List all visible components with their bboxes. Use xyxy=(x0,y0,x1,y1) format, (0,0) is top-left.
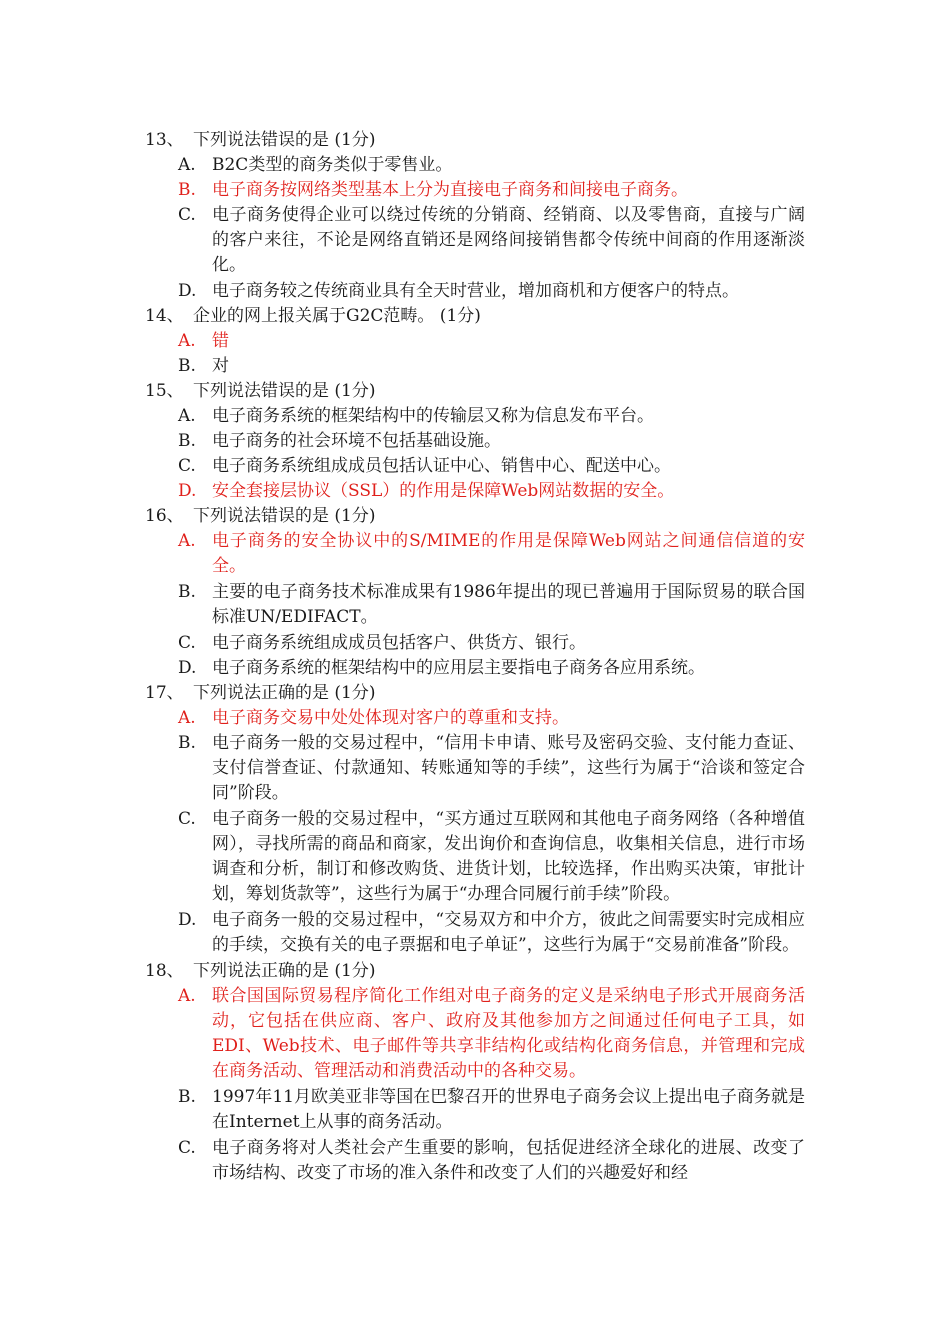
option-text: 联合国国际贸易程序简化工作组对电子商务的定义是采纳电子形式开展商务活动，它包括在供应商、客户、政府及其他参加方之间通过任何电子工具，如EDI、Web技术、电子邮件等共享非结构化或结构化商务信息，并管理和完成在商务活动、管理活动和消费活动中的各种交易。 xyxy=(212,986,805,1081)
option-letter: A. xyxy=(178,406,196,426)
question-number: 17、 xyxy=(145,683,184,703)
option-text: 电子商务使得企业可以绕过传统的分销商、经销商、以及零售商，直接与广阔的客户来往，不论是网络直销还是网络间接销售都令传统中间商的作用逐渐淡化。 xyxy=(212,205,805,275)
option-item-correct xyxy=(0,329,805,354)
option-letter: B. xyxy=(178,431,196,451)
option-letter: C. xyxy=(178,809,196,829)
option-text: 1997年11月欧美亚非等国在巴黎召开的世界电子商务会议上提出电子商务就是在Internet上从事的商务活动。 xyxy=(212,1087,805,1132)
option-item xyxy=(0,807,805,907)
option-text: 电子商务将对人类社会产生重要的影响，包括促进经济全球化的进展、改变了市场结构、改变了市场的准入条件和改变了人们的兴趣爱好和经 xyxy=(212,1138,805,1183)
option-letter: A. xyxy=(178,708,196,728)
option-letter: A. xyxy=(178,986,196,1006)
question-number: 18、 xyxy=(145,961,184,981)
option-item xyxy=(0,404,805,429)
option-item xyxy=(0,580,805,630)
option-text: 电子商务系统组成成员包括客户、供货方、银行。 xyxy=(212,633,586,653)
option-letter: C. xyxy=(178,456,196,476)
question-number: 13、 xyxy=(145,130,184,150)
option-letter: B. xyxy=(178,180,196,200)
option-letter: D. xyxy=(178,281,197,301)
option-letter: D. xyxy=(178,658,197,678)
option-letter: B. xyxy=(178,733,196,753)
question-text: 下列说法正确的是 (1分) xyxy=(193,961,376,981)
option-text: 电子商务一般的交易过程中，“信用卡申请、账号及密码交验、支付能力查证、支付信誉查证、付款通知、转账通知等的手续”，这些行为属于“洽谈和签定合同”阶段。 xyxy=(212,733,805,803)
question-text: 下列说法错误的是 (1分) xyxy=(193,381,376,401)
option-letter: C. xyxy=(178,205,196,225)
option-item xyxy=(0,203,805,278)
option-text: 电子商务系统的框架结构中的应用层主要指电子商务各应用系统。 xyxy=(212,658,705,678)
option-letter: C. xyxy=(178,1138,196,1158)
question-text: 企业的网上报关属于G2C范畴。 (1分) xyxy=(193,306,481,326)
option-letter: B. xyxy=(178,582,196,602)
question-stem xyxy=(0,128,950,153)
question-number: 15、 xyxy=(145,381,184,401)
question-text: 下列说法正确的是 (1分) xyxy=(193,683,376,703)
question-number: 14、 xyxy=(145,306,184,326)
option-item xyxy=(0,153,805,178)
option-item xyxy=(0,1085,805,1135)
option-item xyxy=(0,279,805,304)
option-item xyxy=(0,631,805,656)
option-text: B2C类型的商务类似于零售业。 xyxy=(212,155,453,175)
option-text: 电子商务一般的交易过程中，“买方通过互联网和其他电子商务网络（各种增值网），寻找所需的商品和商家，发出询价和查询信息，收集相关信息，进行市场调查和分析，制订和修改购货、进货计划，比较选择，作出购买决策，审批计划，筹划货款等”，这些行为属于“办理合同履行前手续”阶段。 xyxy=(212,809,805,904)
option-item-correct xyxy=(0,479,805,504)
option-item xyxy=(0,454,805,479)
option-letter: D. xyxy=(178,481,197,501)
option-item-correct xyxy=(0,529,805,579)
question-stem xyxy=(0,379,950,404)
option-letter: A. xyxy=(178,531,196,551)
option-text: 电子商务较之传统商业具有全天时营业，增加商机和方便客户的特点。 xyxy=(212,281,739,301)
option-text: 电子商务按网络类型基本上分为直接电子商务和间接电子商务。 xyxy=(212,180,688,200)
question-stem xyxy=(0,959,950,984)
option-text: 主要的电子商务技术标准成果有1986年提出的现已普遍用于国际贸易的联合国标准UN/EDIFACT。 xyxy=(212,582,805,627)
option-text: 电子商务一般的交易过程中，“交易双方和中介方，彼此之间需要实时完成相应的手续，交换有关的电子票据和电子单证”，这些行为属于“交易前准备”阶段。 xyxy=(212,910,805,955)
option-item xyxy=(0,908,805,958)
option-letter: A. xyxy=(178,331,196,351)
exam-page xyxy=(0,128,950,1187)
option-item-correct xyxy=(0,984,805,1084)
option-text: 安全套接层协议（SSL）的作用是保障Web网站数据的安全。 xyxy=(212,481,675,501)
option-item xyxy=(0,656,805,681)
question-stem xyxy=(0,681,950,706)
option-text: 电子商务系统组成成员包括认证中心、销售中心、配送中心。 xyxy=(212,456,671,476)
option-letter: B. xyxy=(178,1087,196,1107)
option-text: 对 xyxy=(212,356,229,376)
question-text: 下列说法错误的是 (1分) xyxy=(193,130,376,150)
option-item xyxy=(0,429,805,454)
option-item xyxy=(0,1136,805,1186)
question-number: 16、 xyxy=(145,506,184,526)
option-item-correct xyxy=(0,706,805,731)
question-text: 下列说法错误的是 (1分) xyxy=(193,506,376,526)
option-text: 电子商务的社会环境不包括基础设施。 xyxy=(212,431,501,451)
option-letter: A. xyxy=(178,155,196,175)
option-letter: D. xyxy=(178,910,197,930)
option-item xyxy=(0,731,805,806)
option-item-correct xyxy=(0,178,805,203)
question-stem xyxy=(0,504,950,529)
option-text: 错 xyxy=(212,331,229,351)
option-text: 电子商务系统的框架结构中的传输层又称为信息发布平台。 xyxy=(212,406,654,426)
option-item xyxy=(0,354,805,379)
question-stem xyxy=(0,304,950,329)
option-letter: B. xyxy=(178,356,196,376)
option-text: 电子商务交易中处处体现对客户的尊重和支持。 xyxy=(212,708,569,728)
option-letter: C. xyxy=(178,633,196,653)
option-text: 电子商务的安全协议中的S/MIME的作用是保障Web网站之间通信信道的安全。 xyxy=(212,531,805,576)
